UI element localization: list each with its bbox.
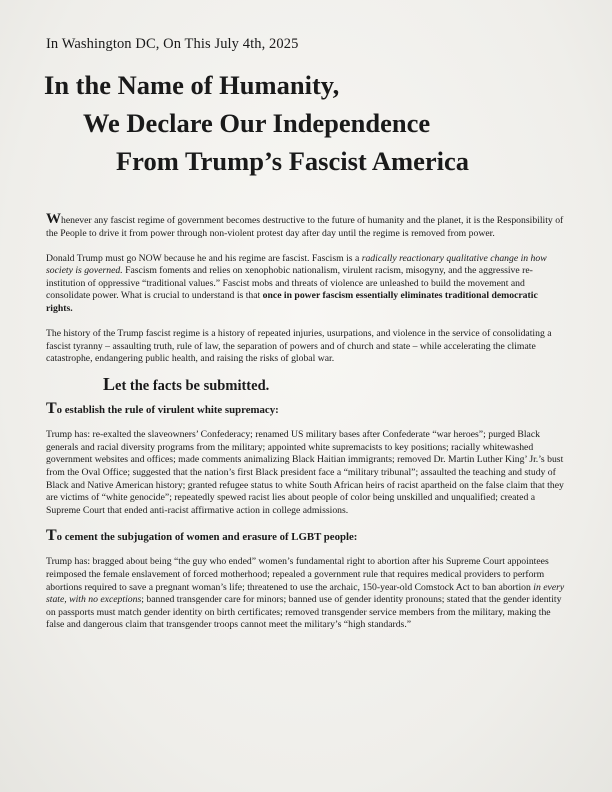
page-title: [0, 66, 612, 180]
section2-text-c: ; banned transgender care for minors; banned use of gender identity pronouns; stated that the gender identity on passports must match gender identity on birth certificates; removed transgender service members from the military, making the false and dangerous claim that transgender troops cannot meet the military’s “high standards.”: [46, 594, 562, 631]
dateline: In Washington DC, On This July 4th, 2025: [46, 36, 299, 52]
drop-cap: W: [46, 211, 61, 227]
facts-cap: L: [103, 374, 116, 395]
title-line-1: In the Name of Humanity,: [44, 70, 340, 100]
section2-text-italic: in every state, with no exceptions: [46, 581, 565, 606]
title-line-2: We Declare Our Independence: [83, 108, 431, 138]
intro-text: henever any fascist regime of government becomes destructive to the future of humanity and the planet, it is the Responsibility of the People to drive it from power through non-violent protest day after day until the regime is removed from power.: [46, 215, 564, 239]
intro-paragraph: [46, 213, 566, 240]
section2-text-a: Trump has: bragged about being “the guy who ended” women’s fundamental right to abortion after his Supreme Court appointees reimposed the female enslavement of forced motherhood; repealed a government rule that requires medical providers to perform abortions required to save a pregnant woman’s life; threatened to use the archaic, 150-year-old Comstock Act to ban abortion: [46, 556, 549, 593]
section-text-white-supremacy: Trump has: re-exalted the slaveowners’ Confederacy; renamed US military bases after Confederate “war heroes”; purged Black generals and racial diversity programs from the military; appointed white supremacists to key positions; racially whitewashed government websites and offices; made comments animalizing Black Haitian immigrants; removed Dr. Martin Luther King’ Jr.’s bust from the Oval Office; suggested that the nation’s first Black president face a “military tribunal”; assaulted the teaching and study of Black and Native American history; granted refugee status to white South African heirs of racist apartheid on the false claim that they are victims of “white genocide”; repeatedly spewed racist lies about people of color being unskilled and unqualified; created a Supreme Court that ended anti-racist affirmative action in college admissions.: [46, 429, 564, 516]
facts-text: et the facts be submitted.: [115, 378, 270, 395]
fascism-text-c: Fascism foments and relies on xenophobic nationalism, virulent racism, misogyny, and the aggressive re-institution of oppressive “traditional values.” Fascist mobs and threats of violence are unleashed to build the movement and consolidate power. What is crucial to understand is that: [46, 265, 533, 302]
fascism-emphasis: once in power fascism essentially eliminates traditional democratic rights.: [46, 290, 538, 314]
fascism-text-a: Donald Trump must go NOW because he and his regime are fascist. Fascism is a: [46, 252, 362, 264]
fascism-definition: radically reactionary qualitative change in how society is governed.: [46, 252, 547, 277]
facts-heading: [46, 374, 566, 395]
declaration-body: [46, 213, 566, 644]
history-paragraph: The history of the Trump fascist regime is a history of repeated injuries, usurpations, and violence in the service of consolidating a fascist tyranny – assaulting truth, rule of law, the separation of powers and of church and state – while accelerating the climate catastrophe, endangering public health, and raising the risks of global war.: [46, 327, 552, 365]
section-text-women-lgbt: [46, 556, 566, 632]
section2-heading-text: o cement the subjugation of women and erasure of LGBT people:: [56, 530, 358, 543]
section1-cap: T: [46, 399, 57, 417]
fascism-paragraph: [46, 253, 566, 316]
section2-cap: T: [46, 526, 57, 544]
title-line-3: From Trump’s Fascist America: [116, 146, 470, 176]
section-heading-women-lgbt: [46, 526, 566, 544]
section-heading-white-supremacy: [46, 399, 566, 417]
section1-heading-text: o establish the rule of virulent white supremacy:: [56, 403, 279, 416]
